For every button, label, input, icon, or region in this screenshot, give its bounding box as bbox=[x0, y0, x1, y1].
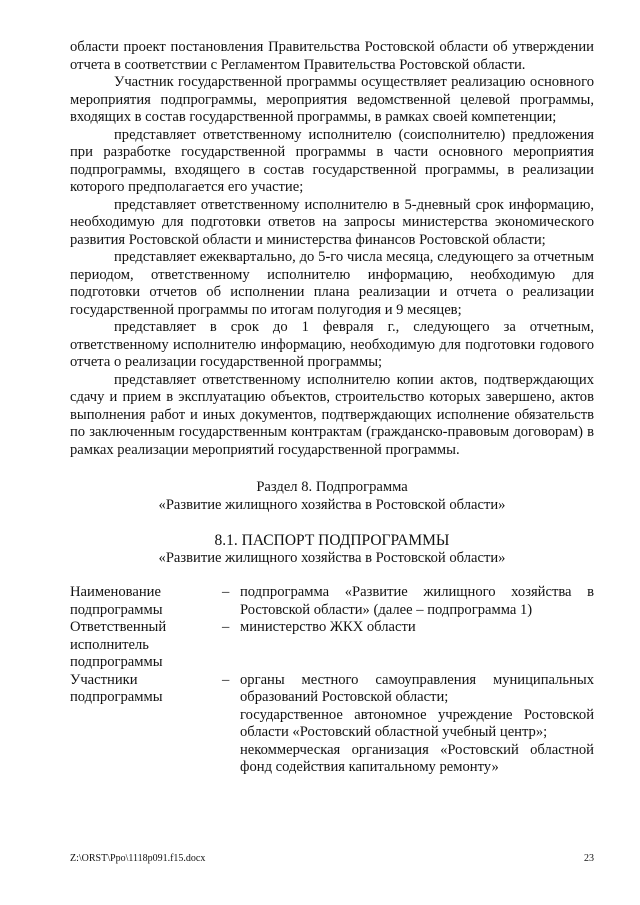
footer-file-path: Z:\ORST\Ppo\1118p091.f15.docx bbox=[70, 853, 206, 864]
paragraph-annual-info: представляет в срок до 1 февраля г., следующего за отчетным, ответственному исполнителю информацию, необходимую для подготовки годового отчета о реализации государственной программы; bbox=[70, 319, 594, 370]
passport-row-participants bbox=[70, 672, 594, 777]
passport-row-dash: – bbox=[222, 671, 230, 688]
passport-value-line: органы местного самоуправления муниципальных образований Ростовской области; bbox=[240, 671, 594, 705]
paragraph-proposals: представляет ответственному исполнителю (соисполнителю) предложения при разработке государственной программы в части основного мероприятия подпрограммы, входящего в состав государственной программы, в реализации которого предполагается его участие; bbox=[70, 126, 594, 195]
footer-page-number: 23 bbox=[584, 853, 594, 864]
passport-row-label: Наименование подпрограммы bbox=[70, 584, 163, 618]
paragraph-five-day-info: представляет ответственному исполнителю в 5-дневный срок информацию, необходимую для подготовки ответов на запросы министерства экономического развития Ростовской области и министерства финансов Ростовской области; bbox=[70, 196, 594, 248]
passport-row-value bbox=[240, 584, 594, 619]
passport-subtitle: «Развитие жилищного хозяйства в Ростовской области» bbox=[158, 549, 506, 566]
passport-title: 8.1. ПАСПОРТ ПОДПРОГРАММЫ bbox=[214, 532, 450, 549]
passport-row-label: Участники подпрограммы bbox=[70, 671, 163, 705]
passport-row-responsible bbox=[70, 619, 594, 672]
paragraph-continuation: области проект постановления Правительства Ростовской области об утверждении отчета в соответствии с Регламентом Правительства Ростовской области. bbox=[70, 39, 594, 73]
passport-row-dash: – bbox=[222, 584, 230, 600]
passport-row-label: Ответственный исполнитель подпрограммы bbox=[70, 619, 167, 670]
paragraph-quarterly-info: представляет ежеквартально, до 5-го числа месяца, следующего за отчетным периодом, ответственному исполнителю информацию, необходимую для подготовки отчетов об исполнении плана реализации и отчета о реализации государственной программы по итогам полугодия и 9 месяцев; bbox=[70, 249, 594, 318]
passport-value-line: государственное автономное учреждение Ростовской области «Ростовский областной учебный центр»; bbox=[240, 706, 594, 740]
passport-table bbox=[70, 584, 594, 777]
passport-heading-block bbox=[70, 532, 594, 567]
paragraph-participant-role: Участник государственной программы осуществляет реализацию основного мероприятия подпрограммы, мероприятия ведомственной целевой программы, входящих в состав государственной программы, в рамках своей компетенции; bbox=[70, 74, 594, 125]
document-body bbox=[70, 39, 594, 777]
section-heading-block bbox=[70, 479, 594, 514]
section-heading: Раздел 8. Подпрограмма bbox=[256, 479, 408, 495]
passport-value-line: некоммерческая организация «Ростовский областной фонд содействия капитальному ремонту» bbox=[240, 741, 594, 775]
passport-row-name bbox=[70, 584, 594, 619]
passport-row-value bbox=[240, 672, 594, 777]
passport-row-value bbox=[240, 619, 594, 672]
passport-value-line: министерство ЖКХ области bbox=[240, 619, 416, 635]
section-subheading: «Развитие жилищного хозяйства в Ростовской области» bbox=[158, 496, 506, 513]
passport-value-line: подпрограмма «Развитие жилищного хозяйства в Ростовской области» (далее – подпрограмма 1) bbox=[240, 584, 594, 618]
passport-row-dash: – bbox=[222, 619, 230, 635]
paragraph-acts-copies: представляет ответственному исполнителю копии актов, подтверждающих сдачу и прием в эксплуатацию объектов, строительство которых завершено, актов выполнения работ и иных документов, подтверждающих исполнение обязательств по заключенным государственным контрактам (гражданско-правовым договорам) в рамках реализации мероприятий государственной программы. bbox=[70, 371, 594, 458]
